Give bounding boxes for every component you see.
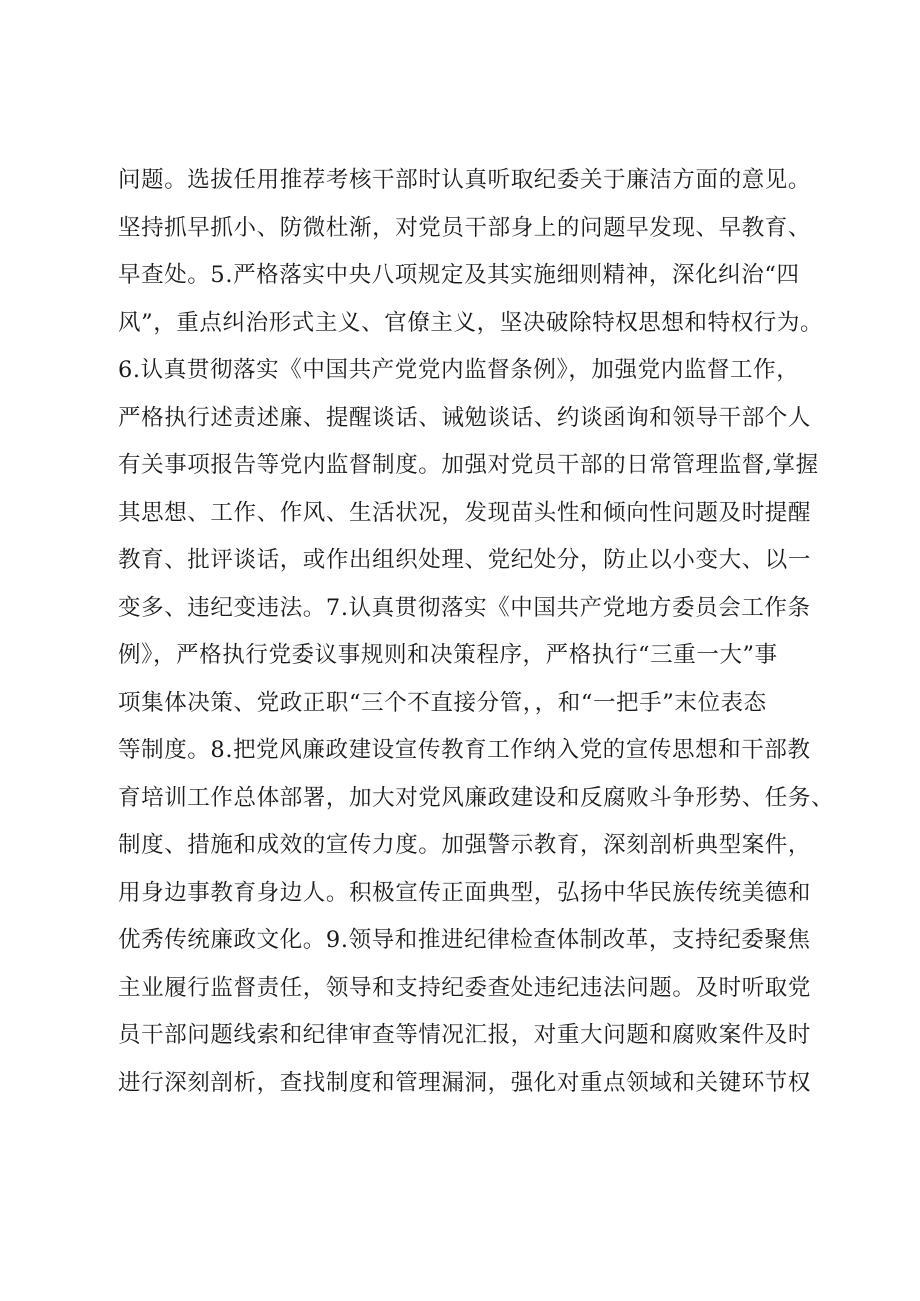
text-line: 有关事项报告等党内监督制度。加强对党员干部的日常管理监督,掌握 — [118, 452, 819, 478]
text-line: 早查处。5.严格落实中央八项规定及其实施细则精神，深化纠治“四 — [118, 262, 800, 288]
text-line: 等制度。8.把党风廉政建设宣传教育工作纳入党的宣传思想和干部教 — [118, 737, 811, 763]
text-line: 其思想、工作、作风、生活状况，发现苗头性和倾向性问题及时提醒 — [118, 499, 812, 526]
text-line: 风”，重点纠治形式主义、官僚主义，坚决破除特权思想和特权行为。 — [118, 309, 824, 336]
body-text — [118, 160, 838, 1110]
text-line: 6.认真贯彻落实《中国共产党党内监督条例》，加强党内监督工作， — [118, 357, 800, 383]
text-line: 例》，严格执行党委议事规则和决策程序，严格执行“三重一大”事 — [118, 642, 778, 668]
text-line: 优秀传统廉政文化。9.领导和推进纪律检查体制改革，支持纪委聚焦 — [118, 927, 811, 953]
text-line: 教育、批评谈话，或作出组织处理、党纪处分，防止以小变大、以一 — [118, 547, 812, 573]
text-line: 进行深刻剖析，查找制度和管理漏洞，强化对重点领域和关键环节权 — [118, 1069, 812, 1096]
text-line: 坚持抓早抓小、防微杜渐，对党员干部身上的问题早发现、早教育、 — [118, 214, 812, 241]
text-line: 制度、措施和成效的宣传力度。加强警示教育，深刻剖析典型案件， — [118, 832, 812, 858]
text-line: 变多、违纪变违法。7.认真贯彻落实《中国共产党地方委员会工作条 — [118, 594, 811, 621]
text-line: 员干部问题线索和纪律审查等情况汇报，对重大问题和腐败案件及时 — [118, 1022, 812, 1048]
text-line: 主业履行监督责任，领导和支持纪委查处违纪违法问题。及时听取党 — [118, 974, 812, 1001]
text-line: 育培训工作总体部署，加大对党风廉政建设和反腐败斗争形势、任务、 — [118, 784, 835, 811]
text-line: 用身边事教育身边人。积极宣传正面典型，弘扬中华民族传统美德和 — [118, 879, 812, 906]
text-line: 项集体决策、党政正职“三个不直接分管，，和“一把手”末位表态 — [118, 689, 767, 716]
text-line: 问题。选拔任用推荐考核干部时认真听取纪委关于廉洁方面的意见。 — [118, 167, 812, 193]
text-line: 严格执行述责述廉、提醒谈话、诫勉谈话、约谈函询和领导干部个人 — [118, 404, 812, 431]
